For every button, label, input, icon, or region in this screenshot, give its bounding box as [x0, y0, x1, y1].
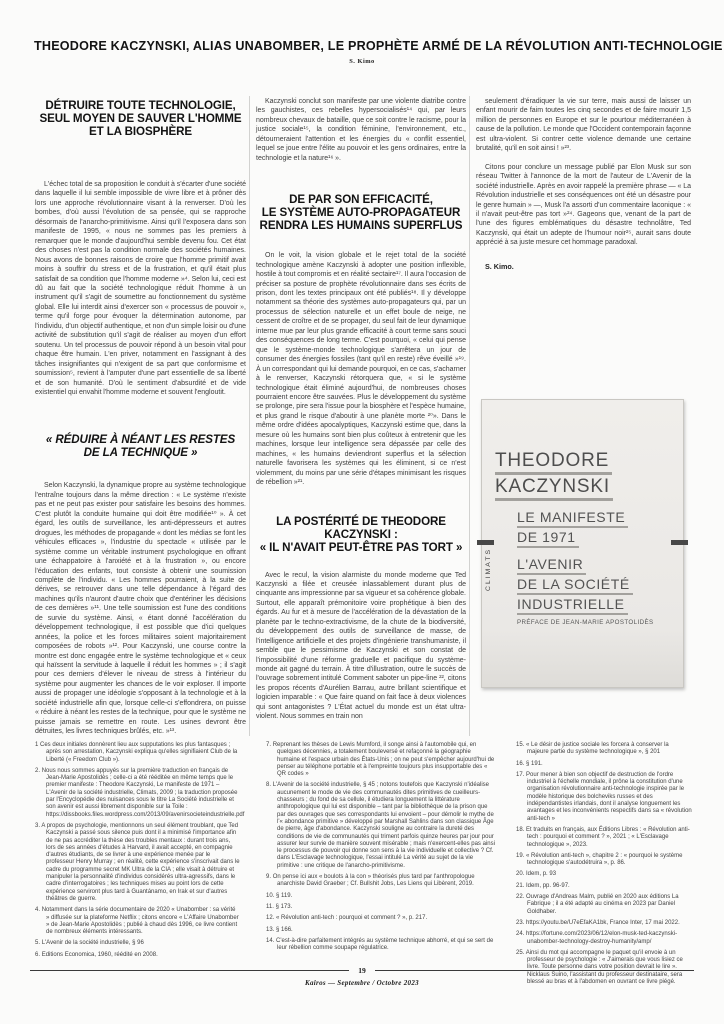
footnote-item [516, 742, 692, 757]
heading-line: LA POSTÉRITÉ DE THEODORE [276, 514, 446, 528]
book-subtitle-line: INDUSTRIELLE [517, 595, 628, 615]
footnote-text: L'Avenir de la société industrielle, § 45 ; notons toutefois que Kaczynski n'idéalise aucunement le mode de vie des communautés dites primitives de cueilleurs-chasseurs ; du fond de sa cellule, il étudiera longuement la littérature anthropologique qui lui est disponible – tant par la bibliothèque de la prison que par des ouvrages que ses correspondants lui envoient – pour démolir le mythe de l'« abondance primitive » développé par Marshall Sahlins dans son classique Âge de pierre, âge d'abondance. Kaczynski souligne au contraire la dureté des conditions de vie de communautés qui triment parfois quinze heures par jour pour assurer leur survie de manière souvent misérable ; mais n'exercent-elles pas ainsi le processus de pouvoir qui donne son sens à la vie individuelle et collective ? Cf. dans L'Esclavage technologique, l'essai intitulé La vérité au sujet de la vie primitive : une critique de l'anarcho-primitivisme. [272, 782, 495, 869]
footnote-text: « Le désir de justice sociale les forcera à conserver la majeure partie du système technologique », § 201 [526, 742, 669, 756]
footnote-text: A propos de psychologie, mentionnons un seul élément troublant, que Ted Kaczynski a passé sous silence puis dont il a minimisé l'importance afin de ne pas accréditer la thèse des troubles mentaux : durant trois ans, lors de ses années d'études à Harvard, il avait accepté, en compagnie d'autres étudiants, de se livrer à une expérience menée par le professeur Henry Murray ; en réalité, cette expérience s'inscrivait dans le cadre du programme secret MK Ultra de la CIA ; elle visait à détruire et manipuler la personnalité d'individus considérés ultra-agressifs, dans le cadre d'interrogatoires ; les techniques mises au point lors de cette expérience serviront plus tard à Guantánamo, en Irak et sur d'autres théâtres de guerre. [41, 822, 240, 902]
footnote-text: Ces deux initiales donnèrent lieu aux supputations les plus fantasques ; après son arrestation, Kaczynski expliqua qu'elles signifiaient Club de la Liberté (« Freedom Club »). [40, 742, 238, 763]
footnote-number: 10. [266, 892, 275, 899]
footnote-number: 22. [516, 894, 525, 901]
footnote-item [266, 742, 495, 778]
footnote-item [35, 767, 245, 819]
footnotes-column-2 [266, 742, 495, 956]
book-cover-image [481, 399, 684, 688]
book-subtitle-manifeste [517, 508, 654, 548]
footnote-number: 13. [266, 926, 275, 933]
heading-line: DE PAR SON EFFICACITÉ, [289, 193, 433, 207]
footnote-item [35, 907, 240, 936]
footnote-item [516, 920, 692, 927]
footnote-number: 1 [35, 742, 39, 748]
footnote-number: 17. [516, 771, 525, 778]
footnote-number: 6. [35, 951, 41, 958]
footnote-text: Ouvrage d'Andreas Malm, publié en 2020 aux éditions La Fabrique ; il a été adapté au cinéma en 2023 par Daniel Goldhaber. [526, 894, 679, 915]
column-3 [476, 95, 691, 271]
journal-name: Kairos — Septembre / Octobre 2023 [305, 979, 419, 987]
footnote-item [35, 742, 240, 764]
heading-line: KACZYNSKI : [324, 527, 398, 541]
section-heading-reduire [35, 433, 246, 459]
footnote-number: 14. [266, 937, 275, 944]
footnote-text: § 119. [276, 892, 293, 899]
footnote-text: Editions Economica, 1960, réédité en 2008. [41, 951, 158, 958]
footnote-text: Notamment dans la série documentaire de 2020 « Unabomber : sa vérité » diffusée sur la plateforme Netflix ; citons encore « L'Affaire Unabomber » de Jean-Marie Apostolidès ; publié à chaud dès 1996, ce livre contient de nombreux éléments intéressants. [41, 907, 239, 936]
page-number-row [30, 966, 694, 975]
heading-line: RENDRA LES HUMAINS SUPERFLUS [259, 219, 463, 233]
footnote-item [516, 772, 692, 823]
page-footer [30, 966, 694, 987]
section-heading-efficacite [256, 193, 466, 232]
footnote-number: 19. [516, 852, 525, 859]
paragraph: Kaczynski conclut son manifeste par une violente diatribe contre les gauchistes, ces rebelles hypersocialisés¹⁴ qui, par leurs nombreux chevaux de bataille, que ce soit contre le racisme, pour la justice sociale¹⁵, la condition féminine, l'environnement, etc., détourneraient l'attention et les énergies du « conflit essentiel, lequel se joue entre l'élite au pouvoir et les gens ordinaires, entre la technologie et la nature¹⁶ ». [256, 98, 466, 162]
footnote-text: L'Avenir de la société industrielle, § 96 [41, 940, 144, 947]
section-heading-detruire [35, 99, 246, 138]
paragraph: L'échec total de sa proposition le conduit à s'écarter d'une société dans laquelle il lui semble impossible de vivre libre et à prôner dès lors une approche révolutionnaire visant à la renverser. D'où les bombes, d'où aussi l'évolution de sa pensée, qui se rapproche désormais de l'anarcho-primitivisme. Ainsi qu'il l'exposera dans son manifeste de 1995, « nous ne sommes pas les premiers à remarquer que le monde d'aujourd'hui semble devenu fou. Cet état des choses n'est pas la condition normale des sociétés humaines. Nous avons de bonnes raisons de croire que l'homme primitif avait moins à souffrir du stress et de la frustration, et qu'il était plus satisfait de sa condition que l'homme moderne »⁴. Selon lui, ceci est dû au fait que la société technologique réduit l'homme à un instrument qu'il s'agit de soumettre au fonctionnement du système global. Elle lui interdit ainsi d'exercer son « processus de pouvoir », terme qu'il forge pour évoquer la détermination autonome, par l'individu, d'un objectif authentique, et non d'un simple loisir ou d'une activité de substitution qu'il s'agit de réaliser au moyen d'un effort soutenu. Un tel processus de pouvoir répond à un besoin vital pour chaque être humain. L'en priver, notamment en l'assignant à des tâches insignifiantes qui n'exigent de sa part que conformisme et soumission⁵, revient à l'amputer d'une part essentielle de sa liberté et de son humanité. D'où le sentiment d'absurdité et de vide existentiel qui envahit l'homme moderne et souvent l'engloutit. [35, 181, 246, 396]
footnote-number: 5. [35, 940, 41, 947]
footnote-item [516, 827, 692, 849]
book-title-line: THEODORE [495, 449, 612, 475]
heading-line: « IL N'AVAIT PEUT-ÊTRE PAS TORT » [259, 540, 463, 554]
footnote-number: 12. [266, 915, 275, 922]
footnote-text: On pense ici aux « boulots à la con » théorisés plus tard par l'anthropologue anarchiste David Graeber ; Cf. Bullshit Jobs, Les Liens qui Libèrent, 2019. [272, 874, 475, 888]
footnote-number: 4. [35, 907, 41, 914]
footnote-number: 11. [266, 903, 274, 910]
footnote-number: 7. [266, 742, 272, 748]
footnote-number: 23. [516, 919, 525, 926]
footnote-text: Et traduits en français, aux Éditions Libres : « Révolution anti-tech : pourquoi et comment ? », 2021 ; « L'Esclavage technologique », 2023. [526, 826, 690, 848]
book-subtitle-avenir [517, 555, 654, 615]
footnote-text: Ainsi du mot qui accompagne le paquet qu'il envoie à un professeur de psychologie : « J'aimerais que vous lisiez ce livre. Toute personne dans votre position devrait le lire ». Nicklaus Suino, l'assistant du professeur destinataire, sera blessé au bras et à l'abdomen en ouvrant ce livre piégé. [525, 949, 683, 986]
book-subtitle-line: DE LA SOCIÉTÉ [517, 575, 633, 595]
heading-line: DÉTRUIRE TOUTE TECHNOLOGIE, [45, 99, 236, 112]
footnote-text: Pour mener à bien son objectif de destruction de l'ordre industriel à l'échelle mondiale, il prône la constitution d'une organisation révolutionnaire anti-technologie inspirée par le modèle historique des bolcheviks russes et des indépendantistes irlandais, dont il analyse longuement les avantages et les inconvénients respectifs dans sa « révolution anti-tech » [526, 771, 692, 822]
footnote-number: 25. [516, 949, 525, 956]
footnote-text: Nous nous sommes appuyés sur la première traduction en français de Jean-Marie Apostolidès ; celle-ci a été rééditée en même temps que le premier manifeste : Theodore Kaczynski, Le manifeste de 1971 – L'Avenir de la société industrielle, Climats, 2009 ; la traduction proposée par l'Encyclopédie des nuisances sous le titre La Société industrielle et son avenir est aussi librement disponible sur la Toile : https://dissbooks.files.wordpress.com/2013/09/avenirsocieteindustrielle.pdf [41, 767, 245, 818]
footnote-item [516, 883, 692, 890]
footnote-number: 16. [516, 760, 525, 767]
footnote-number: 18. [516, 826, 525, 833]
byline: S. Kimo [349, 58, 375, 65]
footnote-item [35, 940, 240, 947]
footer-rule-left [30, 970, 349, 971]
footnote-item [266, 782, 495, 870]
footnote-item [266, 938, 495, 953]
heading-line: « RÉDUIRE À NÉANT LES RESTES [45, 433, 236, 447]
footnote-text: Reprenant les thèses de Lewis Mumford, il songe ainsi à l'automobile qui, en quelques décennies, a totalement bouleversé et refaçonné la géographie humaine et l'espace urbain des États-Unis ; on ne peut s'empêcher aujourd'hui de penser au téléphone portable et à l'empreinte toujours plus insupportable des « QR codes » [272, 742, 495, 778]
column-divider [249, 96, 250, 736]
cover-dash-left [477, 540, 494, 545]
footnote-text: « Révolution anti-tech : pourquoi et comment ? », p. 217. [276, 915, 428, 922]
footnote-text: § 166. [276, 926, 293, 933]
book-subtitle-line: L'AVENIR [517, 555, 586, 575]
footnote-item [516, 931, 692, 946]
footnote-item [516, 853, 692, 868]
footnote-item [266, 904, 495, 911]
footnote-text: Idem, p. 93 [526, 871, 557, 878]
section-heading-posterite [256, 515, 466, 554]
footnote-item [35, 952, 240, 959]
publisher-spine-label: CLIMATS [485, 548, 492, 591]
footnote-item [266, 915, 495, 922]
footnote-text: § 173. [275, 903, 293, 910]
footnotes-column-1 [35, 742, 245, 963]
heading-line: SEUL MOYEN DE SAUVER L'HOMME [39, 112, 242, 125]
footnote-number: 2. [35, 767, 41, 774]
footnote-number: 9. [266, 874, 272, 881]
paragraph: On le voit, la vision globale et le rejet total de la société technologique amène Kaczynski à adopter une position inflexible, hostile à tout compromis et en réalité sectaire¹⁷. Il aura l'occasion de préciser sa posture de prophète révolutionnaire dans ses écrits de prison, dont les textes principaux ont été publiés¹⁸. Il y développe notamment sa théorie des systèmes auto-propagateurs qui, par un processus de sélection naturelle et un effet boule de neige, ne cessent de croître et de se propager, du seul fait de leur dynamique interne mue par leur plus grande efficacité à court terme sans souci des conséquences de long terme. C'est pourquoi, « celui qui pense que le système-monde technologique s'arrêtera un jour de consumer des énergies fossiles (tant qu'il en reste) rêve éveillé »¹⁹. À un correspondant qui lui demande pourquoi, en ce cas, s'acharner à le renverser, Kaczynski rétorquera que, « si le système technologique était éliminé aujourd'hui, de nombreuses choses pourraient encore être sauvées. Plus le développement du système se prolonge, pire sera l'issue pour la biosphère et l'espèce humaine, et plus grand le risque d'aboutir à une planète morte ²⁰». Dans le même ordre d'idées apocalyptiques, Kaczynski estime que, dans la mesure où les humains sont bien plus coûteux à entretenir que les machines, lorsque leur intelligence sera dépassée par celle des machines, « les humains deviendront superflus et la sélection naturelle favorisera les systèmes qui les éliminent, si ce n'est violemment, du moins par une série d'étapes minimisant les risques de rébellion »²¹. [256, 252, 466, 487]
heading-line: LE SYSTÈME AUTO-PROPAGATEUR [261, 206, 461, 220]
footnote-item [516, 894, 692, 916]
heading-line: DE LA TECHNIQUE » [83, 446, 198, 460]
footnote-number: 21. [516, 882, 525, 889]
footnote-number: 3. [35, 822, 41, 829]
book-title [495, 449, 654, 501]
footnote-text: § 191. [526, 760, 543, 767]
footnote-item [266, 927, 495, 934]
book-preface-credit: PRÉFACE DE JEAN-MARIE APOSTOLIDÈS [517, 619, 654, 626]
paragraph: Selon Kaczynski, la dynamique propre au système technologique l'entraîne toujours dans la même direction : « Le système n'existe pas et ne peut pas exister pour satisfaire les besoins des hommes. C'est plutôt la conduite humaine qui doit être modifiée¹⁰ ». À cet égard, les outils de surveillance, les anti-dépresseurs et autres drogues, les méthodes de propagande « dont les médias se font les véhicules efficaces », l'industrie du spectacle « utilisée par le système comme un véritable instrument psychologique en offrant une échappatoire à l'anxiété et à la frustration », ou encore l'éducation des enfants, tout consiste à obtenir une soumission complète de l'individu. « Les hommes pourraient, à la suite de dérives, se retrouver dans une telle dépendance à l'égard des machines qu'ils n'auront d'autre choix que d'entériner les décisions de ces dernières »¹¹. Une telle soumission est l'une des conditions de survie du système. Ainsi, « étant donné l'accélération du développement technologique, il est possible que d'ici quelques années, la police et les forces militaires soient majoritairement composées de robots »¹². Pour Kaczynski, une course contre la montre est donc engagée entre le système technologique et « ceux qui haïssent la servitude à laquelle il réduit les hommes » ; il s'agit pour ces derniers d'élever le niveau de stress à l'intérieur du système pour augmenter les chances de le voir exploser. Il importe aussi de propager une idéologie s'opposant à la technologie et à la société industrielle afin que, lorsque celle-ci s'effondrera, on puisse « réduire à néant les restes de la technique, pour que le système ne puisse jamais se remettre en route. Les usines devront être détruites, les livres techniques brûlés, etc. »¹³. [35, 482, 246, 736]
paragraph: Citons pour conclure un message publié par Elon Musk sur son réseau Twitter à l'annonce de la mort de l'auteur de L'Avenir de la société industrielle. Après en avoir rappelé la première phrase — « La Révolution industrielle et ses conséquences ont été un désastre pour le genre humain » —, Musk l'a assorti d'un commentaire laconique : « il n'avait peut-être pas tort »²⁴. Gageons que, venant de la part de l'une des figures emblématiques du désastre technolâtre, Ted Kaczynski, qui était un adepte de l'humour noir²⁵, aurait sans doute apprécié à sa juste mesure cet hommage paradoxal. [476, 163, 691, 247]
footnote-text: « Révolution anti-tech », chapitre 2 : « pourquoi le système technologique s'autodétruira », p. 86. [526, 852, 683, 867]
book-title-line: KACZYNSKI [495, 475, 613, 501]
paragraph: Avec le recul, la vision alarmiste du monde moderne que Ted Kaczynski a filée et creusée inlassablement durant plus de cinquante ans impressionne par sa vigueur et sa cohérence globale. Surtout, elle apparaît prémonitoire voire prophétique à bien des égards. Au fur et à mesure de l'accélération de la dévastation de la planète par le techno-extractivisme, de la chute de la biodiversité, du développement des outils de surveillance de masse, de l'intelligence artificielle et des projets d'ingénierie transhumaniste, il semble que le pessimisme de Kaczynski et son constat de l'impossibilité d'une réforme graduelle et pacifique du système-monde ait gagné du terrain. À titre d'illustration, outre le succès de l'ouvrage sobrement intitulé Comment saboter un pipe-line ²², citons les propos récents d'Aurélien Barrau, autre brillant scientifique et logicien imparable : « Que faire quand on fait face à deux violences qui sont antagonistes ? L'État actuel du monde est un état ultra-violent. Nous sommes en train non [256, 571, 466, 721]
book-subtitle-line: DE 1971 [517, 528, 579, 548]
footnote-item [516, 761, 692, 768]
footnote-number: 8. [266, 782, 272, 789]
title-row [28, 39, 723, 53]
footnote-item [266, 893, 495, 900]
heading-line: ET LA BIOSPHÈRE [88, 125, 193, 138]
footnote-text: C'est-à-dire parfaitement intégrés au système technique abhorré, et qui se sert de leur rébellion comme soupape régulatrice. [276, 937, 494, 952]
footnote-number: 15. [516, 742, 525, 748]
footnote-item [516, 871, 692, 878]
footnote-text: https://fortune.com/2023/06/12/elon-musk-ted-kaczynski-unabomber-technology-destroy-humanity/amp/ [526, 931, 678, 945]
footnote-text: Idem, pp. 96-97. [526, 882, 570, 889]
article-title: THEODORE KACZYNSKI, ALIAS UNABOMBER, LE PROPHÈTE ARMÉ DE LA RÉVOLUTION ANTI-TECHNOLOGIE [34, 39, 723, 53]
paragraph: seulement d'éradiquer la vie sur terre, mais aussi de laisser un enfant mourir de faim toutes les cinq secondes et de faire mourir 1,5 million de personnes en Europe et sur le pourtour méditerranéen à cause de la pollution. Le monde que l'Occident contemporain façonne est ultra-violent. Si contrer cette violence demande une certaine brutalité, qu'il en soit ainsi ! »²³. [476, 98, 691, 153]
book-cover-text [495, 449, 654, 626]
footnote-number: 24. [516, 931, 525, 938]
footnote-text: https://youtu.be/U7eEfaKA1bk, France Inter, 17 mai 2022. [526, 919, 680, 926]
column-1 [35, 95, 246, 737]
footnote-item [266, 874, 495, 889]
page-number: 19 [358, 966, 366, 975]
footnotes-column-3 [516, 742, 692, 990]
column-divider [469, 96, 470, 736]
footer-rule-right [375, 970, 694, 971]
footnote-number: 20. [516, 871, 525, 878]
book-subtitle-line: LE MANIFESTE [517, 508, 628, 528]
column-2 [256, 95, 466, 722]
cover-dash-right [671, 540, 688, 545]
article-header [0, 39, 724, 65]
author-signature: S. Kimo. [485, 261, 514, 271]
footnote-item [35, 823, 240, 903]
